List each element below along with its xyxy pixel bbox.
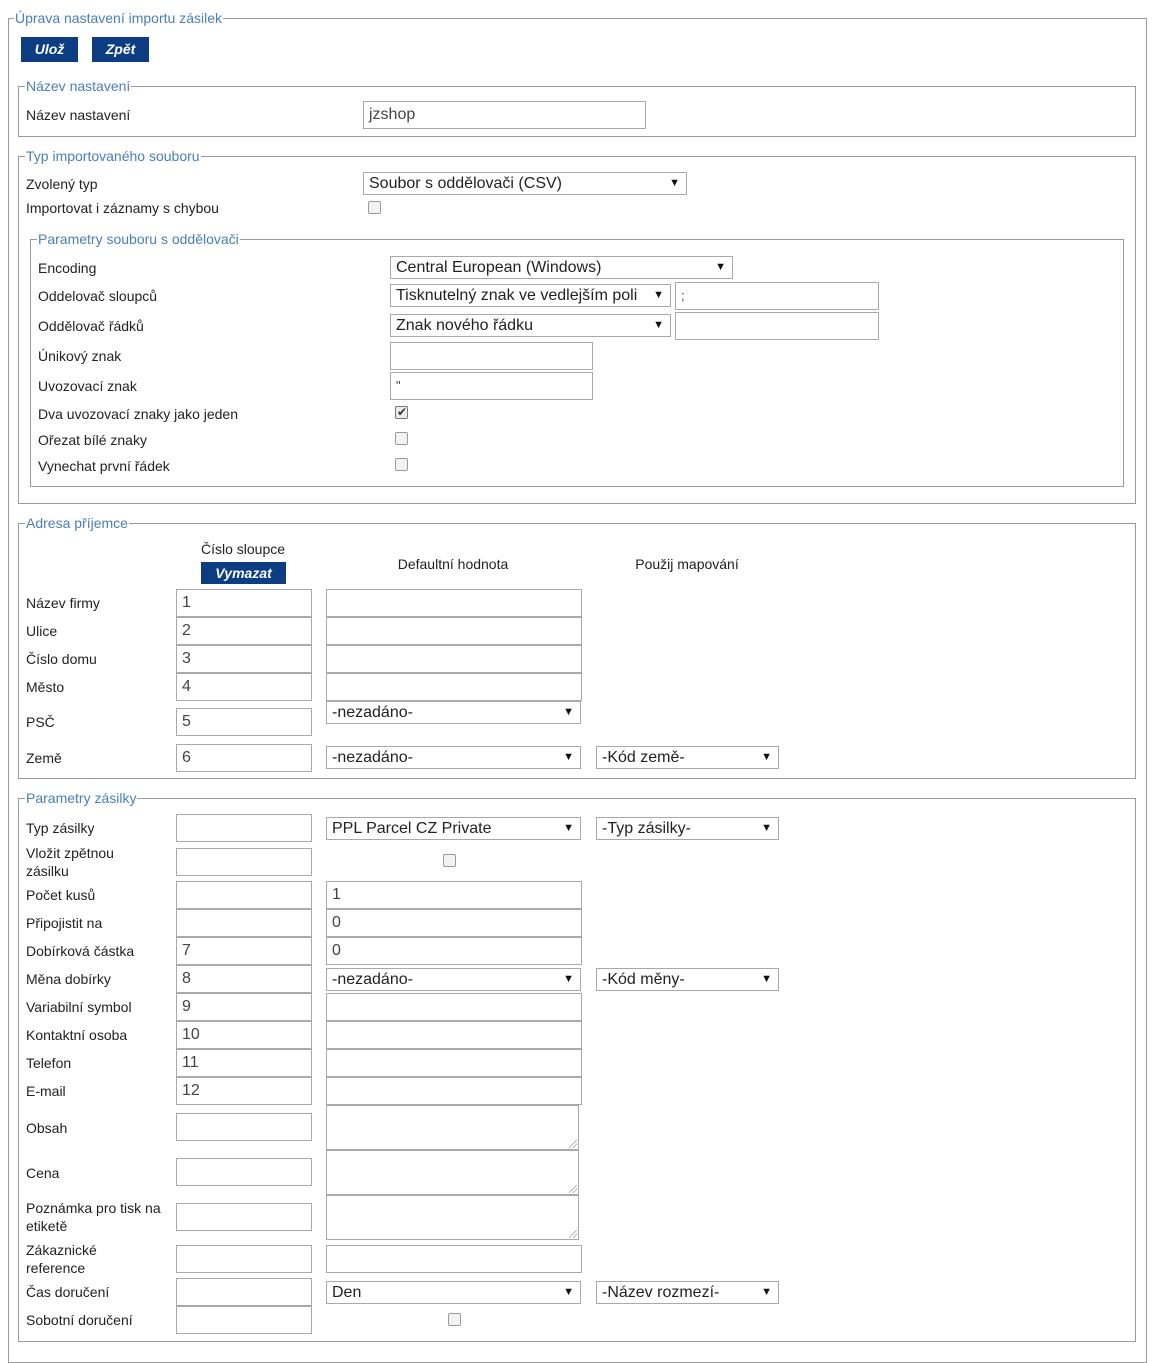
recipient-label-street: Ulice bbox=[26, 623, 58, 639]
double-quote-label: Dva uvozovací znaky jako jeden bbox=[38, 406, 238, 422]
insurance-default-input[interactable]: 0 bbox=[326, 909, 582, 937]
shipment-type-default-select[interactable] bbox=[326, 817, 581, 840]
contact-col-input[interactable]: 10 bbox=[176, 1021, 312, 1049]
shipment-label-delivery-time: Čas doručení bbox=[26, 1284, 110, 1300]
shipment-label-cod-amount: Dobírková částka bbox=[26, 943, 135, 959]
resize-grip-icon[interactable] bbox=[569, 1230, 577, 1238]
shipment-type-mapping-select[interactable] bbox=[596, 817, 779, 840]
delivery-time-mapping-value: -Název rozmezí- bbox=[602, 1284, 720, 1301]
variable-symbol-col-input[interactable]: 9 bbox=[176, 993, 312, 1021]
chosen-type-select[interactable] bbox=[363, 172, 687, 195]
country-mapping-value: -Kód země- bbox=[602, 749, 685, 766]
customer-reference-col-input[interactable] bbox=[176, 1245, 312, 1273]
phone-default-input[interactable] bbox=[326, 1049, 582, 1077]
chevron-down-icon: ▼ bbox=[761, 751, 772, 763]
chevron-down-icon: ▼ bbox=[715, 261, 726, 273]
encoding-label: Encoding bbox=[38, 260, 97, 276]
city-col-input[interactable]: 4 bbox=[176, 673, 312, 701]
delivery-time-default-value: Den bbox=[332, 1284, 362, 1301]
shipment-label-contact: Kontaktní osoba bbox=[26, 1027, 128, 1043]
col-sep-char-input[interactable]: ; bbox=[675, 282, 879, 310]
row-sep-label: Oddělovač řádků bbox=[38, 318, 144, 334]
chevron-down-icon: ▼ bbox=[563, 1286, 574, 1298]
chevron-down-icon: ▼ bbox=[653, 319, 664, 331]
recipient-label-company: Název firmy bbox=[26, 595, 100, 611]
import-errors-checkbox[interactable] bbox=[368, 201, 381, 214]
chevron-down-icon: ▼ bbox=[761, 1286, 772, 1298]
phone-col-input[interactable]: 11 bbox=[176, 1049, 312, 1077]
variable-symbol-default-input[interactable] bbox=[326, 993, 582, 1021]
use-mapping-header: Použij mapování bbox=[635, 556, 739, 572]
escape-label: Únikový znak bbox=[38, 348, 122, 364]
recipient-label-city: Město bbox=[26, 679, 65, 695]
shipment-label-insurance: Připojistit na bbox=[26, 915, 103, 931]
shipment-label-pieces: Počet kusů bbox=[26, 887, 96, 903]
shipment-label-return: Vložit zpětnou zásilku bbox=[26, 845, 114, 879]
email-col-input[interactable]: 12 bbox=[176, 1077, 312, 1105]
cod-amount-col-input[interactable]: 7 bbox=[176, 937, 312, 965]
saturday-col-input[interactable] bbox=[176, 1306, 312, 1334]
zip-col-input[interactable]: 5 bbox=[176, 708, 312, 736]
city-default-input[interactable] bbox=[326, 673, 582, 701]
shipment-label-type: Typ zásilky bbox=[26, 820, 95, 836]
country-mapping-select[interactable] bbox=[596, 746, 779, 769]
chevron-down-icon: ▼ bbox=[761, 822, 772, 834]
price-col-input[interactable] bbox=[176, 1158, 312, 1186]
save-button[interactable]: Ulož bbox=[21, 37, 78, 62]
default-value-header: Defaultní hodnota bbox=[397, 556, 509, 572]
shipment-label-phone: Telefon bbox=[26, 1055, 72, 1071]
recipient-legend: Adresa příjemce bbox=[26, 515, 128, 531]
saturday-checkbox[interactable] bbox=[448, 1313, 461, 1326]
escape-input[interactable] bbox=[390, 342, 593, 370]
checkmark-icon: ✔ bbox=[397, 405, 408, 419]
company-col-input[interactable]: 1 bbox=[176, 589, 312, 617]
house-number-col-input[interactable]: 3 bbox=[176, 645, 312, 673]
file-type-legend: Typ importovaného souboru bbox=[26, 148, 200, 164]
col-sep-select[interactable] bbox=[390, 284, 671, 307]
recipient-label-house-number: Číslo domu bbox=[26, 651, 97, 667]
chosen-type-value: Soubor s oddělovači (CSV) bbox=[369, 175, 562, 192]
house-number-default-input[interactable] bbox=[326, 645, 582, 673]
row-sep-char-input[interactable] bbox=[675, 312, 879, 340]
zip-default-value: -nezadáno- bbox=[332, 704, 413, 721]
recipient-label-zip: PSČ bbox=[26, 714, 55, 730]
return-col-input[interactable] bbox=[176, 848, 312, 876]
cod-currency-col-input[interactable]: 8 bbox=[176, 965, 312, 993]
shipment-label-content: Obsah bbox=[26, 1120, 68, 1136]
row-sep-value: Znak nového řádku bbox=[396, 317, 533, 334]
insurance-col-input[interactable] bbox=[176, 909, 312, 937]
country-col-input[interactable]: 6 bbox=[176, 744, 312, 772]
csv-params-legend: Parametry souboru s oddělovači bbox=[38, 231, 239, 247]
contact-default-input[interactable] bbox=[326, 1021, 582, 1049]
name-label: Název nastavení bbox=[26, 107, 131, 123]
cod-currency-default-value: -nezadáno- bbox=[332, 971, 413, 988]
name-input[interactable]: jzshop bbox=[363, 101, 646, 129]
shipment-type-mapping-value: -Typ zásilky- bbox=[602, 820, 691, 837]
street-default-input[interactable] bbox=[326, 617, 582, 645]
delivery-time-mapping-select[interactable] bbox=[596, 1281, 779, 1304]
shipment-type-default-value: PPL Parcel CZ Private bbox=[332, 820, 492, 837]
pieces-col-input[interactable] bbox=[176, 881, 312, 909]
email-default-input[interactable] bbox=[326, 1077, 582, 1105]
shipment-label-email: E-mail bbox=[26, 1083, 66, 1099]
shipment-label-label-note: Poznámka pro tisk na etiketě bbox=[26, 1200, 161, 1234]
country-default-select[interactable] bbox=[326, 746, 581, 769]
zip-default-select[interactable] bbox=[326, 701, 581, 724]
country-default-value: -nezadáno- bbox=[332, 749, 413, 766]
label-note-default-textarea[interactable] bbox=[326, 1195, 579, 1240]
column-number-header: Číslo sloupce bbox=[200, 541, 286, 557]
cod-currency-mapping-value: -Kód měny- bbox=[602, 971, 685, 988]
col-sep-value: Tisknutelný znak ve vedlejším poli bbox=[396, 287, 638, 304]
shipment-label-customer-reference: Zákaznické reference bbox=[26, 1242, 97, 1276]
col-sep-label: Oddelovač sloupců bbox=[38, 288, 158, 304]
trim-checkbox[interactable] bbox=[395, 432, 408, 445]
name-legend: Název nastavení bbox=[26, 78, 131, 94]
return-checkbox[interactable] bbox=[443, 854, 456, 867]
quote-label: Uvozovací znak bbox=[38, 378, 137, 394]
shipment-type-col-input[interactable] bbox=[176, 814, 312, 842]
cod-amount-default-input[interactable]: 0 bbox=[326, 937, 582, 965]
customer-reference-default-input[interactable] bbox=[326, 1245, 582, 1273]
encoding-value: Central European (Windows) bbox=[396, 259, 602, 276]
shipment-label-variable-symbol: Variabilní symbol bbox=[26, 999, 132, 1015]
chevron-down-icon: ▼ bbox=[563, 706, 574, 718]
chosen-type-label: Zvolený typ bbox=[26, 176, 98, 192]
shipment-label-saturday: Sobotní doručení bbox=[26, 1312, 133, 1328]
delivery-time-col-input[interactable] bbox=[176, 1278, 312, 1306]
recipient-label-country: Země bbox=[26, 750, 62, 766]
street-col-input[interactable]: 2 bbox=[176, 617, 312, 645]
encoding-select[interactable] bbox=[390, 256, 733, 279]
skip-first-checkbox[interactable] bbox=[395, 458, 408, 471]
chevron-down-icon: ▼ bbox=[563, 751, 574, 763]
shipment-label-cod-currency: Měna dobírky bbox=[26, 971, 111, 987]
pieces-default-input[interactable]: 1 bbox=[326, 881, 582, 909]
cod-currency-mapping-select[interactable] bbox=[596, 968, 779, 991]
chevron-down-icon: ▼ bbox=[653, 289, 664, 301]
label-note-col-input[interactable] bbox=[176, 1203, 312, 1231]
price-default-textarea[interactable] bbox=[326, 1150, 579, 1195]
content-col-input[interactable] bbox=[176, 1113, 312, 1141]
quote-input[interactable]: " bbox=[390, 372, 593, 400]
shipment-legend: Parametry zásilky bbox=[26, 790, 137, 806]
cod-currency-default-select[interactable] bbox=[326, 968, 581, 991]
import-errors-label: Importovat i záznamy s chybou bbox=[26, 200, 219, 216]
trim-label: Ořezat bílé znaky bbox=[38, 432, 147, 448]
back-button[interactable]: Zpět bbox=[92, 37, 149, 62]
chevron-down-icon: ▼ bbox=[761, 973, 772, 985]
import-settings-legend: Úprava nastavení importu zásilek bbox=[15, 10, 222, 26]
delivery-time-default-select[interactable] bbox=[326, 1281, 581, 1304]
skip-first-label: Vynechat první řádek bbox=[38, 458, 170, 474]
double-quote-checkbox[interactable] bbox=[395, 406, 408, 419]
content-default-textarea[interactable] bbox=[326, 1105, 579, 1150]
shipment-label-price: Cena bbox=[26, 1165, 60, 1181]
row-sep-select[interactable] bbox=[390, 314, 671, 337]
chevron-down-icon: ▼ bbox=[563, 973, 574, 985]
chevron-down-icon: ▼ bbox=[669, 177, 680, 189]
chevron-down-icon: ▼ bbox=[563, 822, 574, 834]
clear-button[interactable]: Vymazat bbox=[201, 562, 286, 584]
resize-grip-icon[interactable] bbox=[569, 1185, 577, 1193]
resize-grip-icon[interactable] bbox=[569, 1140, 577, 1148]
company-default-input[interactable] bbox=[326, 589, 582, 617]
